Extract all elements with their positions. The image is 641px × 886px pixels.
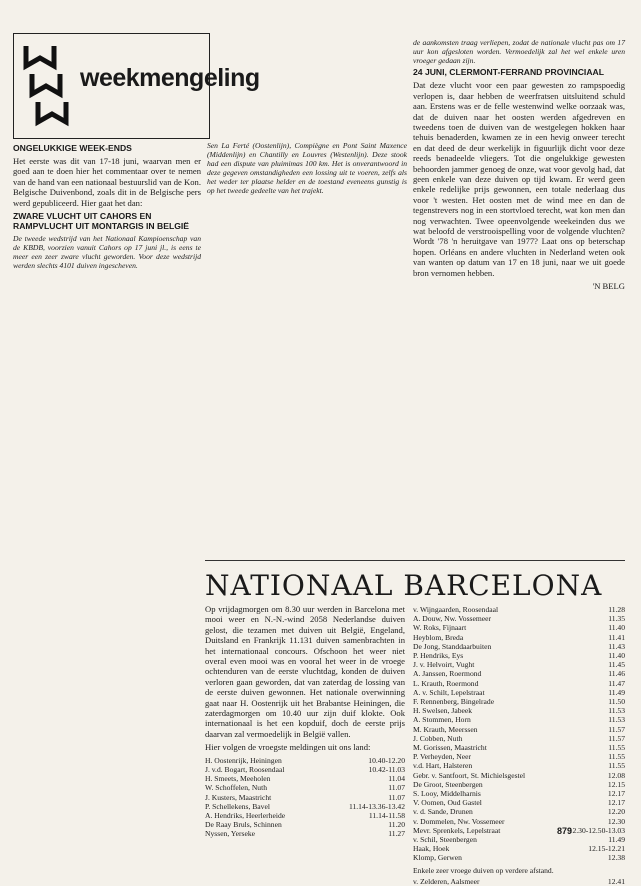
result-name: v. d. Sande, Drunen	[413, 807, 473, 817]
section-text-clermont: Dat deze vlucht voor een paar gewesten zo rampspoedig verlopen is, daar hebben de weerfratsen uitsluitend schuld aan. Erstens was er de felle westenwind welke oorzaak was, dat de duiven naar het oosten werden afgedreven en tweedens toen de duiven van de westgelegen hokken haar tehuis benaderden, kwamen ze in een hevig onweer terecht en dat deed de deur werkelijk in figuurlijk dicht voor deze reeds benadeelde vliegers. Tot die ongelukkige gewesten behoorden jammer genoeg de onze, wat voor gevolg had, dat geen enkele van deze duiven op tijd kwam. Er werd geen enkele redelijke prijs gewonnen, een totale nederlaag dus voor 't westen. Het oosten met de wind mee en dan de tegenstrevers nog in een stortvloed terecht, wat kon men dan nog verwachten. Twee opeenvolgende weekeinden dus we wat beloofd de verstrooispelling voor de volgende vluchten? Wordt '78 'n heruitgave van 1977? Laat ons op beterschap hopen. Orléans en andere vluchten in Nederland weten ook van wanten op datum van 17 en 18 juni, naar we uit goede bron vernomen hebben.	[413, 80, 625, 278]
barcelona-left-column	[205, 604, 405, 844]
result-name: P. Verheyden, Neer	[413, 752, 472, 762]
result-row	[413, 877, 625, 886]
result-time: 11.49	[608, 687, 625, 697]
result-time: 11.55	[608, 743, 625, 753]
result-time: 11.14-11.58	[368, 810, 405, 820]
result-row	[413, 651, 625, 660]
result-row	[413, 771, 625, 780]
result-time: 12.15-12.21	[588, 844, 625, 854]
result-time: 11.27	[388, 829, 405, 839]
result-row	[413, 826, 625, 835]
result-name: H. Oostenrijk, Heiningen	[205, 755, 282, 765]
result-name: Haak, Hoek	[413, 844, 450, 854]
results-list-right	[413, 605, 625, 863]
result-name: M. Krauth, Meerssen	[413, 724, 478, 734]
result-name: Gebr. v. Santfoort, St. Michielsgestel	[413, 770, 526, 780]
barcelona-title: NATIONAAL BARCELONA	[205, 569, 603, 602]
column-1	[13, 141, 201, 851]
result-row	[413, 853, 625, 862]
result-time: 10.42-11.03	[368, 764, 405, 774]
result-time: 11.41	[608, 632, 625, 642]
result-time: 11.47	[608, 678, 625, 688]
result-name: A. v. Schilt, Lepelstraat	[413, 687, 485, 697]
result-name: V. Oomen, Oud Gastel	[413, 798, 482, 808]
result-row	[413, 725, 625, 734]
result-name: Klomp, Gerwen	[413, 853, 462, 863]
result-row	[413, 688, 625, 697]
result-time: 11.53	[608, 715, 625, 725]
result-row	[413, 807, 625, 816]
result-row	[413, 623, 625, 632]
result-name: F. Rennenberg, Bingelrade	[413, 697, 495, 707]
result-time: 12.17	[607, 798, 625, 808]
result-row	[413, 715, 625, 724]
result-name: v. Dommelen, Nw. Vossemeer	[413, 816, 505, 826]
result-row	[413, 633, 625, 642]
result-name: J. v. Helvoirt, Vught	[413, 660, 475, 670]
result-row	[205, 811, 405, 820]
section-title-clermont: 24 JUNI, CLERMONT-FERRAND PROVINCIAAL	[413, 67, 604, 78]
result-row	[413, 844, 625, 853]
barcelona-list-intro: Hier volgen de vroegste meldingen uit ons land:	[205, 742, 371, 753]
result-row	[205, 783, 405, 792]
page-title: weekmengeling	[80, 64, 260, 92]
result-time: 11.04	[388, 774, 405, 784]
article-paragraph: de aankomsten traag verliepen, zodat de nationale vlucht pas om 17 uur kon afgesloten worden. Vermoedelijk zal het wel enkele uren vroeger gedaan zijn.	[413, 38, 625, 66]
result-name: S. Looy, Middelharnis	[413, 789, 481, 799]
barcelona-closing: Enkele zeer vroege duiven op verdere afstand.	[413, 865, 554, 875]
result-row	[413, 706, 625, 715]
result-time: 11.43	[608, 641, 625, 651]
result-row	[413, 605, 625, 614]
result-name: A. Janssen, Roermond	[413, 669, 482, 679]
result-row	[205, 793, 405, 802]
barcelona-right-column	[413, 605, 625, 886]
result-row	[413, 789, 625, 798]
result-time: 11.07	[388, 792, 405, 802]
result-name: L. Krauth, Roermond	[413, 678, 479, 688]
page-number: 879	[557, 826, 573, 836]
article-paragraph: Sen La Ferté (Oostenlijn), Compiègne en Pont Saint Maxence (Middenlijn) en Chantilly en Louvres (Westenlijn). Deze stook had een dispute van pluimimas 100 km. Het is onverantwoord in deze gegeven omstandigheden een lossing uit te voeren, zelfs als het weder ter plaatse helder en de toestand eveneens gunstig is op het tweede gedeelte van het trajekt.	[207, 141, 407, 196]
result-name: De Raay Bruls, Schinnen	[205, 820, 282, 830]
section-title-cahors: ZWARE VLUCHT UIT CAHORS EN RAMPVLUCHT UIT MONTARGIS IN BELGIË	[13, 211, 190, 232]
result-row	[205, 802, 405, 811]
section-title-ongelukkige: ONGELUKKIGE WEEK-ENDS	[13, 143, 132, 153]
result-time: 12.38	[607, 853, 625, 863]
result-name: v.d. Hart, Halsteren	[413, 761, 473, 771]
result-row	[413, 660, 625, 669]
result-time: 12.41	[607, 876, 625, 886]
result-time: 11.07	[388, 783, 405, 793]
section-divider	[205, 560, 625, 561]
result-row	[413, 817, 625, 826]
result-name: H. Swelsen, Jabeek	[413, 706, 473, 716]
result-time: 11.45	[608, 660, 625, 670]
result-time: 11.57	[608, 733, 625, 743]
result-name: P. Hendriks, Eys	[413, 651, 464, 661]
result-row	[413, 761, 625, 770]
result-time: 12.30	[607, 816, 625, 826]
result-time: 12.17	[607, 789, 625, 799]
result-time: 11.40	[608, 623, 625, 633]
column-header	[13, 33, 260, 139]
result-name: W. Schoffelen, Nuth	[205, 783, 268, 793]
result-time: 12.15	[607, 779, 625, 789]
result-time: 12.30-12.50-13.03	[568, 825, 625, 835]
result-name: Heyblom, Breda	[413, 632, 464, 642]
result-row	[413, 743, 625, 752]
result-name: H. Smeets, Meeholen	[205, 774, 271, 784]
barcelona-intro: Op vrijdagmorgen om 8.30 uur werden in Barcelona met mooi weer en N.-N.-wind 2058 Nederlandse duiven gelost, die tezamen met duiven uit België, Engeland, Duitsland en Frankrijk 11.131 duiven samenbrachten in het internationaal concours. Ofschoon het weer niet overal even mooi was en vooral het weer in de vroege ochtenduren van de eerste vluchtdag, konden de duiven verloren gaan geworden, dat van zaterdag de lossing van de eerste duiven gewonnen. Het nationale overwinning gaat naar H. Oostenrijk uit het Brabantse Heiningen, die zaterdagmorgen om 10.40 uur zijn duif klokte. Ook internationaal is het een kopduif, doch de eerste prijs daarvan zal vermoedelijk in België vallen.	[205, 604, 405, 739]
result-time: 11.46	[608, 669, 625, 679]
result-name: Nyssen, Yerseke	[205, 829, 255, 839]
result-time: 10.40-12.20	[368, 755, 405, 765]
result-row	[205, 756, 405, 765]
result-row	[205, 774, 405, 783]
result-time: 11.49	[608, 835, 625, 845]
result-time: 12.08	[607, 770, 625, 780]
result-row	[413, 835, 625, 844]
result-time: 11.28	[608, 605, 625, 614]
author-signature: 'N BELG	[592, 281, 625, 291]
result-time: 11.50	[608, 697, 625, 707]
column-3	[413, 38, 625, 556]
result-time: 11.35	[608, 614, 625, 624]
result-row	[205, 829, 405, 838]
result-row	[205, 765, 405, 774]
result-time: 12.20	[607, 807, 625, 817]
result-time: 11.55	[608, 752, 625, 762]
result-name: v. Wijngaarden, Roosendaal	[413, 605, 499, 614]
section-text-ongelukkige: Het eerste was dit van 17-18 juni, waarvan men er goed aan te doen hier het commentaar over te nemen van de hand van een nationaal bestuurslid van de Kon. Belgische Duivenbond, zoals dit in de Belgische pers werd gepubliceerd. Hier gaat het dan:	[13, 156, 201, 208]
result-name: A. Hendriks, Heerlerheide	[205, 810, 286, 820]
result-row	[413, 669, 625, 678]
result-name: Mevr. Sprenkels, Lepelstraat	[413, 825, 501, 835]
article-paragraph: De tweede wedstrijd van het Nationaal Kampioenschap van de KBDB, voorzien vanuit Cahors op 17 juni jl., is eens te meer een zeer zware vlucht geworden. Voor deze wedstrijd werden slechts 4101 duiven ingescheven.	[13, 234, 201, 271]
result-row	[413, 780, 625, 789]
results-list-left	[205, 756, 405, 839]
result-row	[413, 734, 625, 743]
result-time: 11.40	[608, 651, 625, 661]
result-name: v. Zelderen, Aalsmeer	[413, 876, 480, 886]
result-row	[413, 642, 625, 651]
result-row	[413, 679, 625, 688]
result-row	[413, 752, 625, 761]
result-time: 11.14-13.36-13.42	[348, 801, 405, 811]
result-time: 11.20	[388, 820, 405, 830]
result-row	[413, 697, 625, 706]
result-name: J. v.d. Bogart, Roosendaal	[205, 764, 285, 774]
result-time: 11.53	[608, 706, 625, 716]
result-time: 11.55	[608, 761, 625, 771]
result-name: W. Roks, Fijnaart	[413, 623, 467, 633]
result-name: De Jong, Standdaarbuiten	[413, 641, 492, 651]
result-name: M. Gorissen, Maastricht	[413, 743, 487, 753]
result-name: A. Stommen, Horn	[413, 715, 471, 725]
result-time: 11.57	[608, 724, 625, 734]
result-name: J. Cobben, Nuth	[413, 733, 463, 743]
column-2	[207, 141, 407, 553]
result-row	[205, 820, 405, 829]
result-row	[413, 614, 625, 623]
result-name: P. Schellekens, Bavel	[205, 801, 270, 811]
wmm-logo	[18, 40, 78, 132]
result-row	[413, 798, 625, 807]
result-name: De Groot, Steenbergen	[413, 779, 483, 789]
result-name: J. Kusters, Maastricht	[205, 792, 272, 802]
result-name: v. Schil, Steenbergen	[413, 835, 477, 845]
result-name: A. Douw, Nw. Vossemeer	[413, 614, 492, 624]
